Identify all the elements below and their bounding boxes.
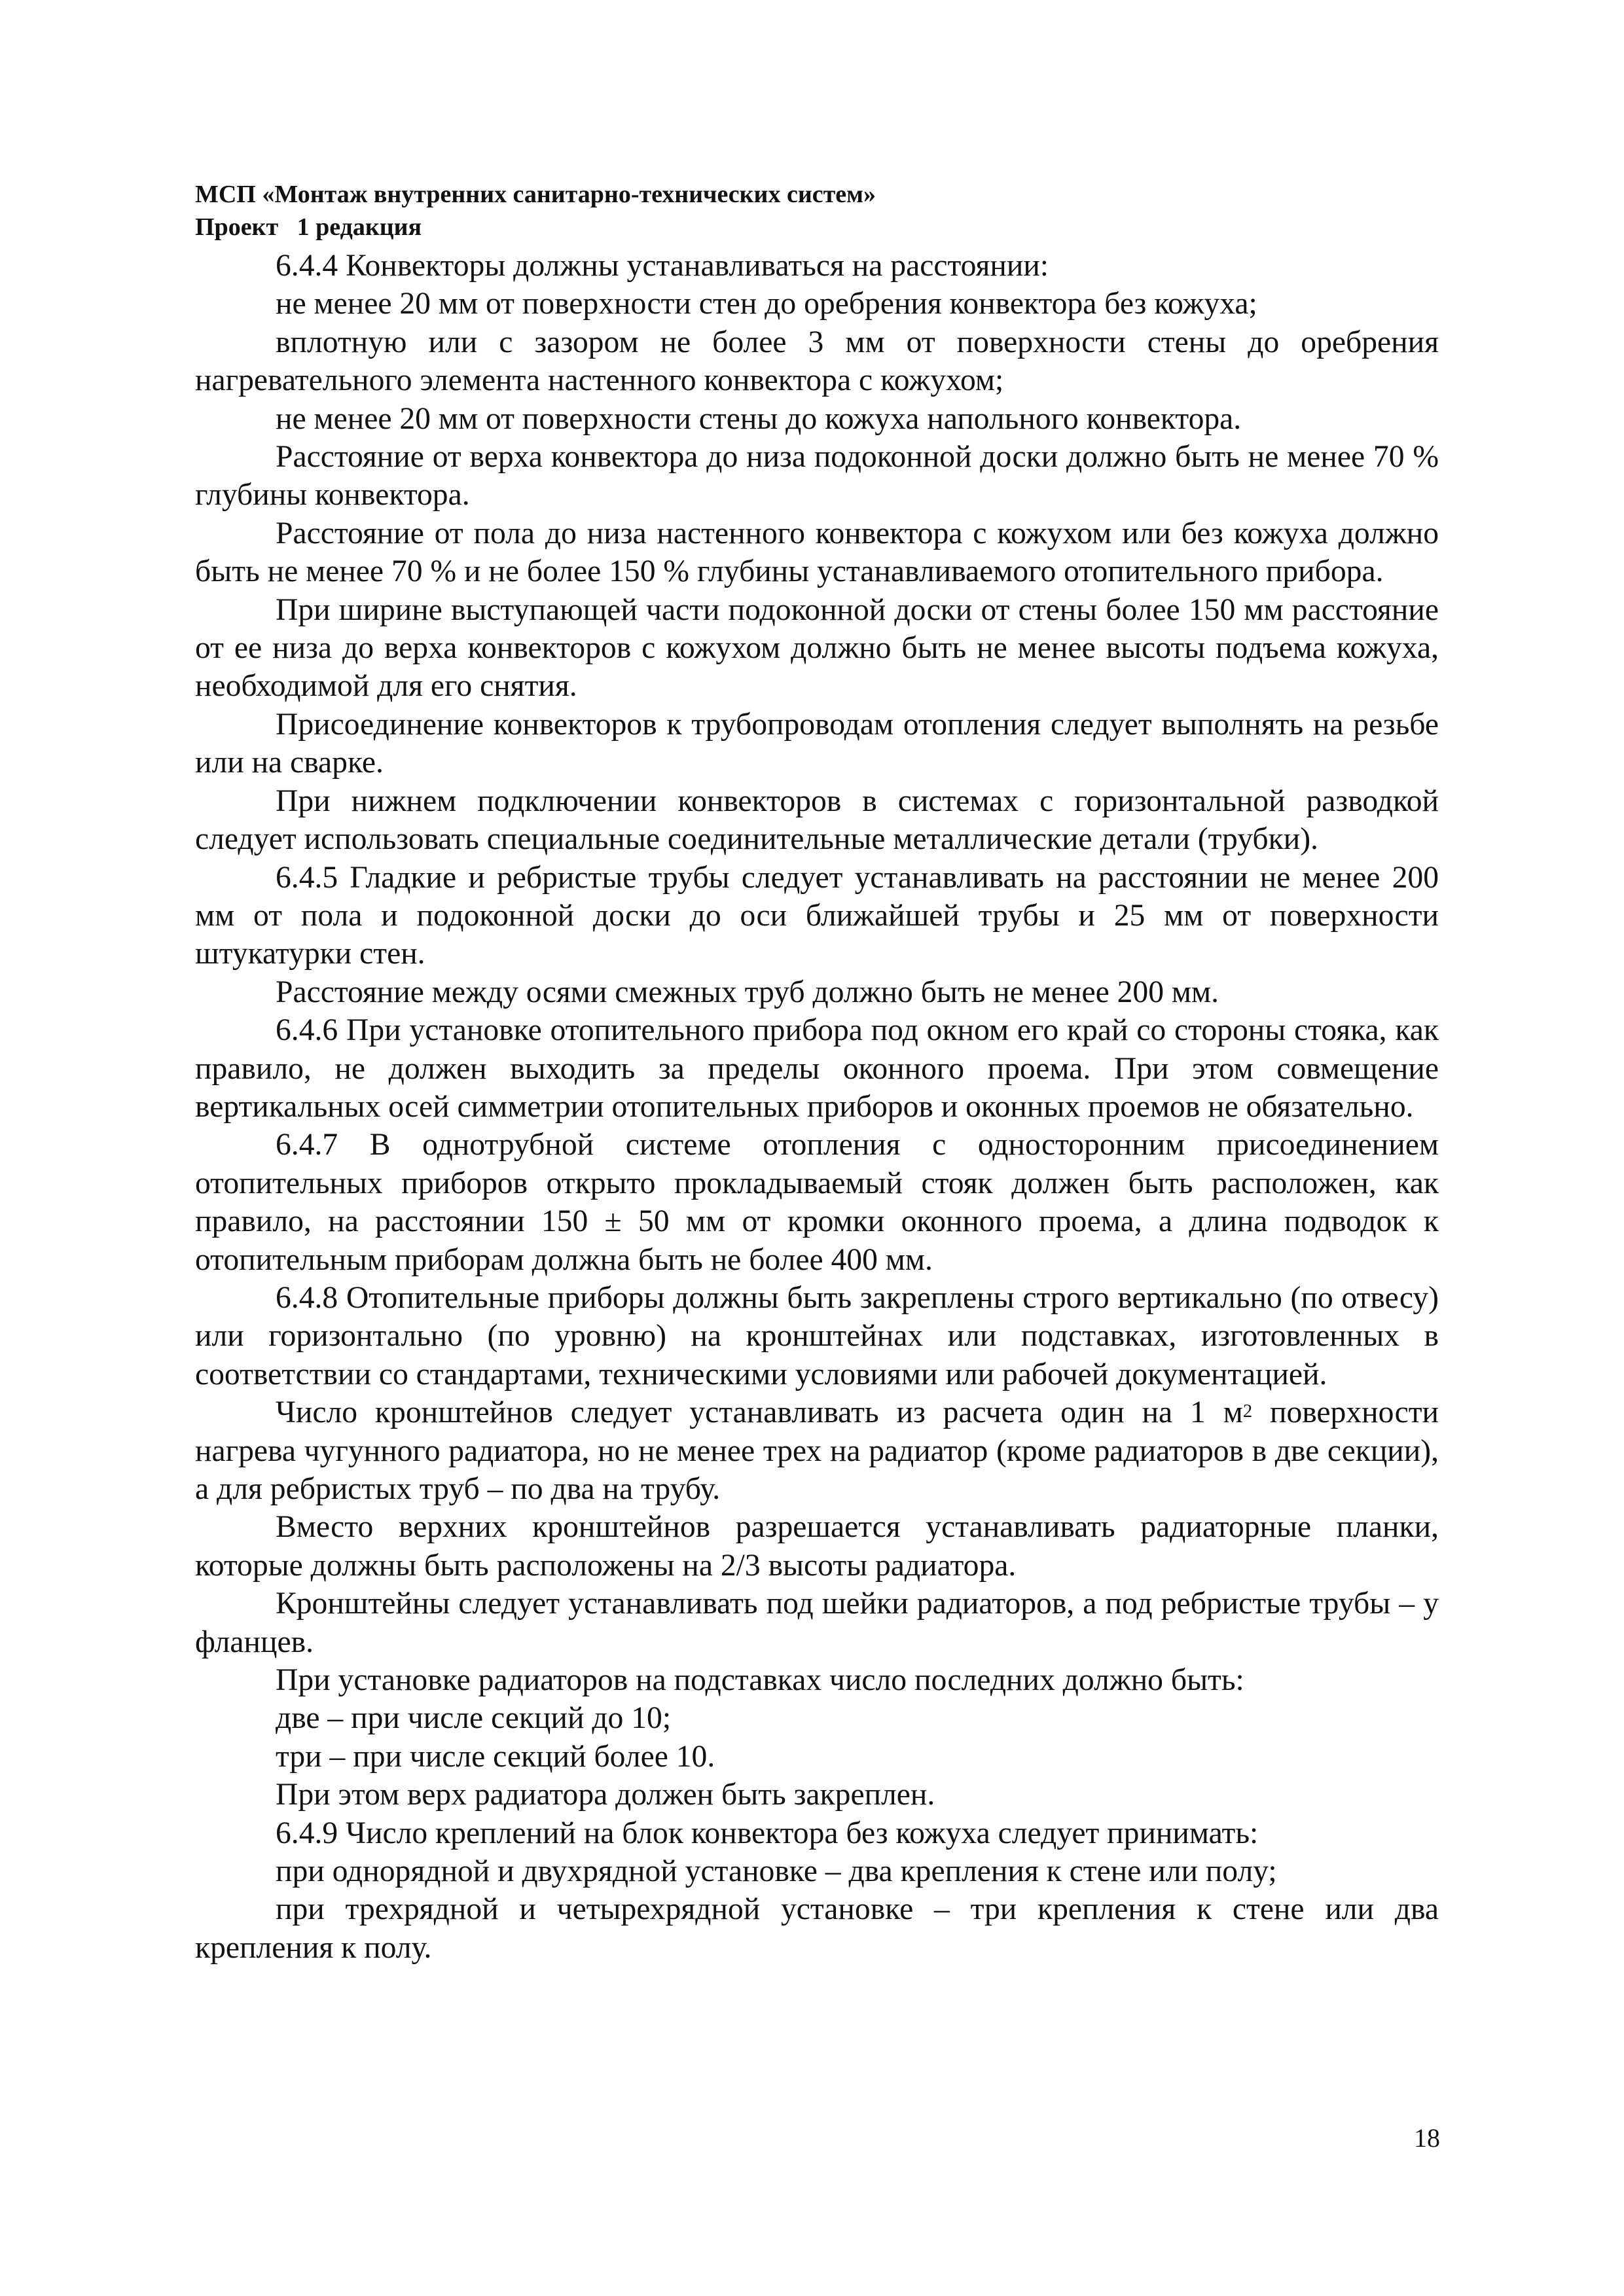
paragraph: 6.4.9 Число креплений на блок конвектора без кожуха следует принимать:	[276, 1816, 1259, 1850]
page-number: 18	[1414, 2123, 1440, 2153]
paragraph: при однорядной и двухрядной установке – два крепления к стене или полу;	[276, 1854, 1277, 1889]
superscript-2: 2	[1242, 1401, 1253, 1422]
paragraph: вплотную или с зазором не более 3 мм от поверхности стены до оребрения нагревательного элемента настенного конвектора с кожухом;	[195, 325, 1439, 398]
paragraph: 6.4.6 При установке отопительного прибора под окном его край со стороны стояка, как правило, не должен выходить за пределы оконного проема. При этом совмещение вертикальных осей симметрии отопительных приборов и оконных проемов не обязательно.	[195, 1013, 1439, 1124]
paragraph: 6.4.4 Конвекторы должны устанавливаться на расстоянии:	[276, 249, 1049, 283]
paragraph: 6.4.8 Отопительные приборы должны быть закреплены строго вертикально (по отвесу) или горизонтально (по уровню) на кронштейнах или подставках, изготовленных в соответствии со стандартами, техническими условиями или рабочей документацией.	[195, 1280, 1439, 1391]
paragraph: При этом верх радиатора должен быть закреплен.	[276, 1778, 935, 1812]
paragraph: Вместо верхних кронштейнов разрешается устанавливать радиаторные планки, которые должны быть расположены на 2/3 высоты радиатора.	[195, 1510, 1439, 1583]
paragraph: не менее 20 мм от поверхности стены до кожуха напольного конвектора.	[276, 401, 1242, 436]
document-body	[195, 247, 1439, 1967]
paragraph: три – при числе секций более 10.	[276, 1739, 715, 1774]
paragraph: при трехрядной и четырехрядной установке – три крепления к стене или два крепления к полу.	[195, 1892, 1439, 1965]
document-header	[195, 178, 1439, 243]
header-title: МСП «Монтаж внутренних санитарно-технических систем»	[195, 181, 876, 208]
paragraph: Расстояние от верха конвектора до низа подоконной доски должно быть не менее 70 % глубины конвектора.	[195, 440, 1439, 512]
paragraph: Расстояние от пола до низа настенного конвектора с кожухом или без кожуха должно быть не менее 70 % и не более 150 % глубины устанавливаемого отопительного прибора.	[195, 516, 1439, 589]
paragraph: Кронштейны следует устанавливать под шейки радиаторов, а под ребристые трубы – у фланцев.	[195, 1587, 1439, 1659]
brackets-text-after: поверхности нагрева чугунного радиатора, но не менее трех на радиатор (кроме радиаторов в две секции), а для ребристых труб – по два на трубу.	[195, 1395, 1439, 1506]
paragraph: 6.4.7 В однотрубной системе отопления с односторонним присоединением отопительных приборов открыто прокладываемый стояк должен быть расположен, как правило, на расстоянии 150 ± 50 мм от кромки оконного проема, а длина подводок к отопительным приборам должна быть не более 400 мм.	[195, 1128, 1439, 1277]
paragraph-brackets	[195, 1393, 1439, 1508]
brackets-text-before: Число кронштейнов следует устанавливать из расчета один на 1 м	[276, 1395, 1243, 1430]
paragraph: Расстояние между осями смежных труб должно быть не менее 200 мм.	[276, 975, 1219, 1009]
paragraph: При нижнем подключении конвекторов в системах с горизонтальной разводкой следует использовать специальные соединительные металлические детали (трубки).	[195, 783, 1439, 857]
paragraph: При ширине выступающей части подоконной доски от стены более 150 мм расстояние от ее низа до верха конвекторов с кожухом должно быть не менее высоты подъема кожуха, необходимой для его снятия.	[195, 592, 1439, 704]
paragraph: При установке радиаторов на подставках число последних должно быть:	[276, 1663, 1244, 1698]
paragraph: Присоединение конвекторов к трубопроводам отопления следует выполнять на резьбе или на сварке.	[195, 707, 1439, 780]
header-edition: Проект 1 редакция	[195, 213, 422, 241]
paragraph: 6.4.5 Гладкие и ребристые трубы следует устанавливать на расстоянии не менее 200 мм от пола и подоконной доски до оси ближайшей трубы и 25 мм от поверхности штукатурки стен.	[195, 860, 1439, 971]
paragraph: не менее 20 мм от поверхности стен до оребрения конвектора без кожуха;	[276, 287, 1257, 321]
paragraph: две – при числе секций до 10;	[276, 1701, 672, 1736]
